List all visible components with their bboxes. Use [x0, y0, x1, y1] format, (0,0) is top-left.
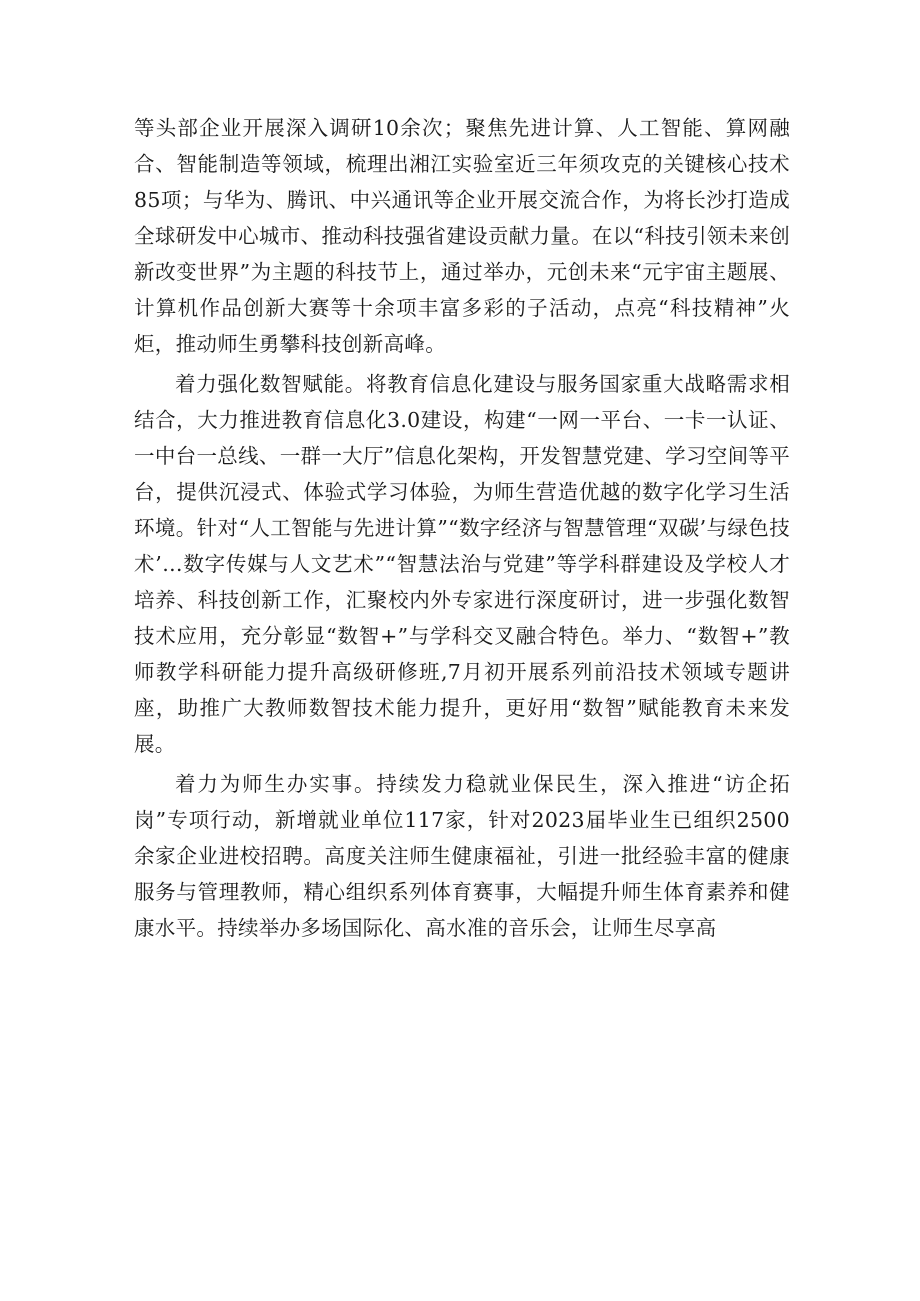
paragraph-tech-research: 等头部企业开展深入调研10余次；聚焦先进计算、人工智能、算网融合、智能制造等领域，梳理出湘江实验室近三年须攻克的关键核心技术85项；与华为、腾讯、中兴通讯等企业开展交流合作，为将长沙打造成全球研发中心城市、推动科技强省建设贡献力量。在以“科技引领未来创新改变世界”为主题的科技节上，通过举办，元创未来“元宇宙主题展、计算机作品创新大赛等十余项丰富多彩的子活动，点亮“科技精神”火炬，推动师生勇攀科技创新高峰。: [134, 116, 790, 356]
paragraph-serve-students: 着力为师生办实事。持续发力稳就业保民生，深入推进“访企拓岗”专项行动，新增就业单位117家，针对2023届毕业生已组织2500余家企业进校招聘。高度关注师生健康福祉，引进一批经验丰富的健康服务与管理教师，精心组织系列体育赛事，大幅提升师生体育素养和健康水平。持续举办多场国际化、高水准的音乐会，让师生尽享高: [134, 772, 790, 940]
paragraph-digital-empowerment: 着力强化数智赋能。将教育信息化建设与服务国家重大战略需求相结合，大力推进教育信息化3.0建设，构建“一网一平台、一卡一认证、一中台一总线、一群一大厅”信息化架构，开发智慧党建、学习空间等平台，提供沉浸式、体验式学习体验，为师生营造优越的数字化学习生活环境。针对“人工智能与先进计算”“数字经济与智慧管理“双碳’与绿色技术’…数字传媒与人文艺术”“智慧法治与党建”等学科群建设及学校人才培养、科技创新工作，汇聚校内外专家进行深度研讨，进一步强化数智技术应用，充分彰显“数智+”与学科交叉融合特色。举力、“数智+”教师教学科研能力提升高级研修班,7月初开展系列前沿技术领域专题讲座，助推广大教师数智技术能力提升，更好用“数智”赋能教育未来发展。: [134, 372, 790, 756]
